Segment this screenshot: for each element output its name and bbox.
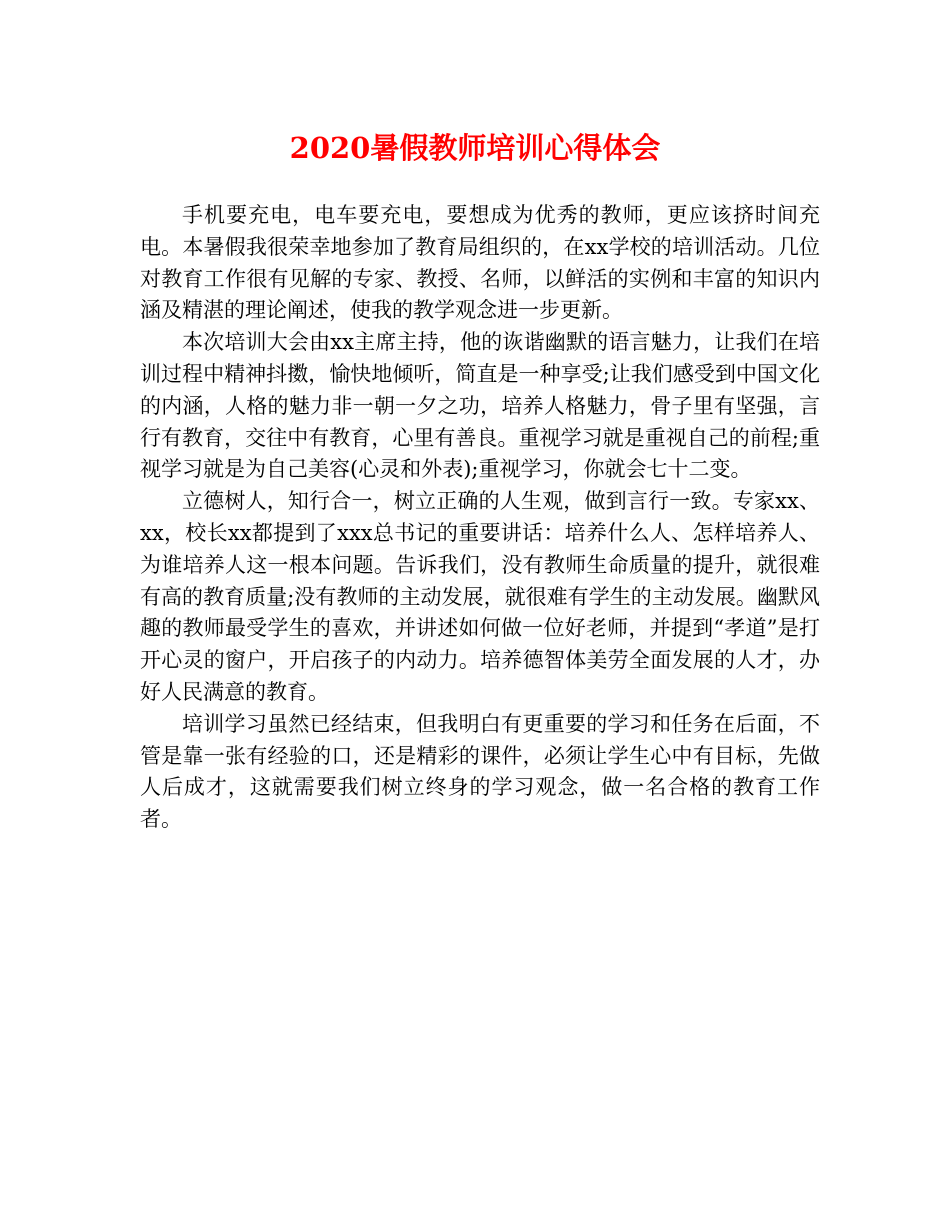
paragraph-3: 立德树人，知行合一，树立正确的人生观，做到言行一致。专家xx、xx，校长xx都提到了xxx总书记的重要讲话：培养什么人、怎样培养人、为谁培养人这一根本问题。告诉我们，没有教师生命质量的提升，就很难有高的教育质量;没有教师的主动发展，就很难有学生的主动发展。幽默风趣的教师最受学生的喜欢，并讲述如何做一位好老师，并提到“孝道”是打开心灵的窗户，开启孩子的内动力。培养德智体美劳全面发展的人才，办好人民满意的教育。: [140, 489, 820, 704]
document-title: 2020暑假教师培训心得体会: [289, 131, 661, 165]
document-body: [140, 200, 820, 836]
paragraph-2: 本次培训大会由xx主席主持，他的诙谐幽默的语言魅力，让我们在培训过程中精神抖擞，愉快地倾听，简直是一种享受;让我们感受到中国文化的内涵，人格的魅力非一朝一夕之功，培养人格魅力，骨子里有坚强，言行有教育，交往中有教育，心里有善良。重视学习就是重视自己的前程;重视学习就是为自己美容(心灵和外表);重视学习，你就会七十二变。: [140, 330, 820, 482]
paragraph-1: 手机要充电，电车要充电，要想成为优秀的教师，更应该挤时间充电。本暑假我很荣幸地参加了教育局组织的，在xx学校的培训活动。几位对教育工作很有见解的专家、教授、名师，以鲜活的实例和丰富的知识内涵及精湛的理论阐述，使我的教学观念进一步更新。: [140, 203, 820, 323]
paragraph-4: 培训学习虽然已经结束，但我明白有更重要的学习和任务在后面，不管是靠一张有经验的口，还是精彩的课件，必须让学生心中有目标，先做人后成才，这就需要我们树立终身的学习观念，做一名合格的教育工作者。: [140, 711, 820, 832]
